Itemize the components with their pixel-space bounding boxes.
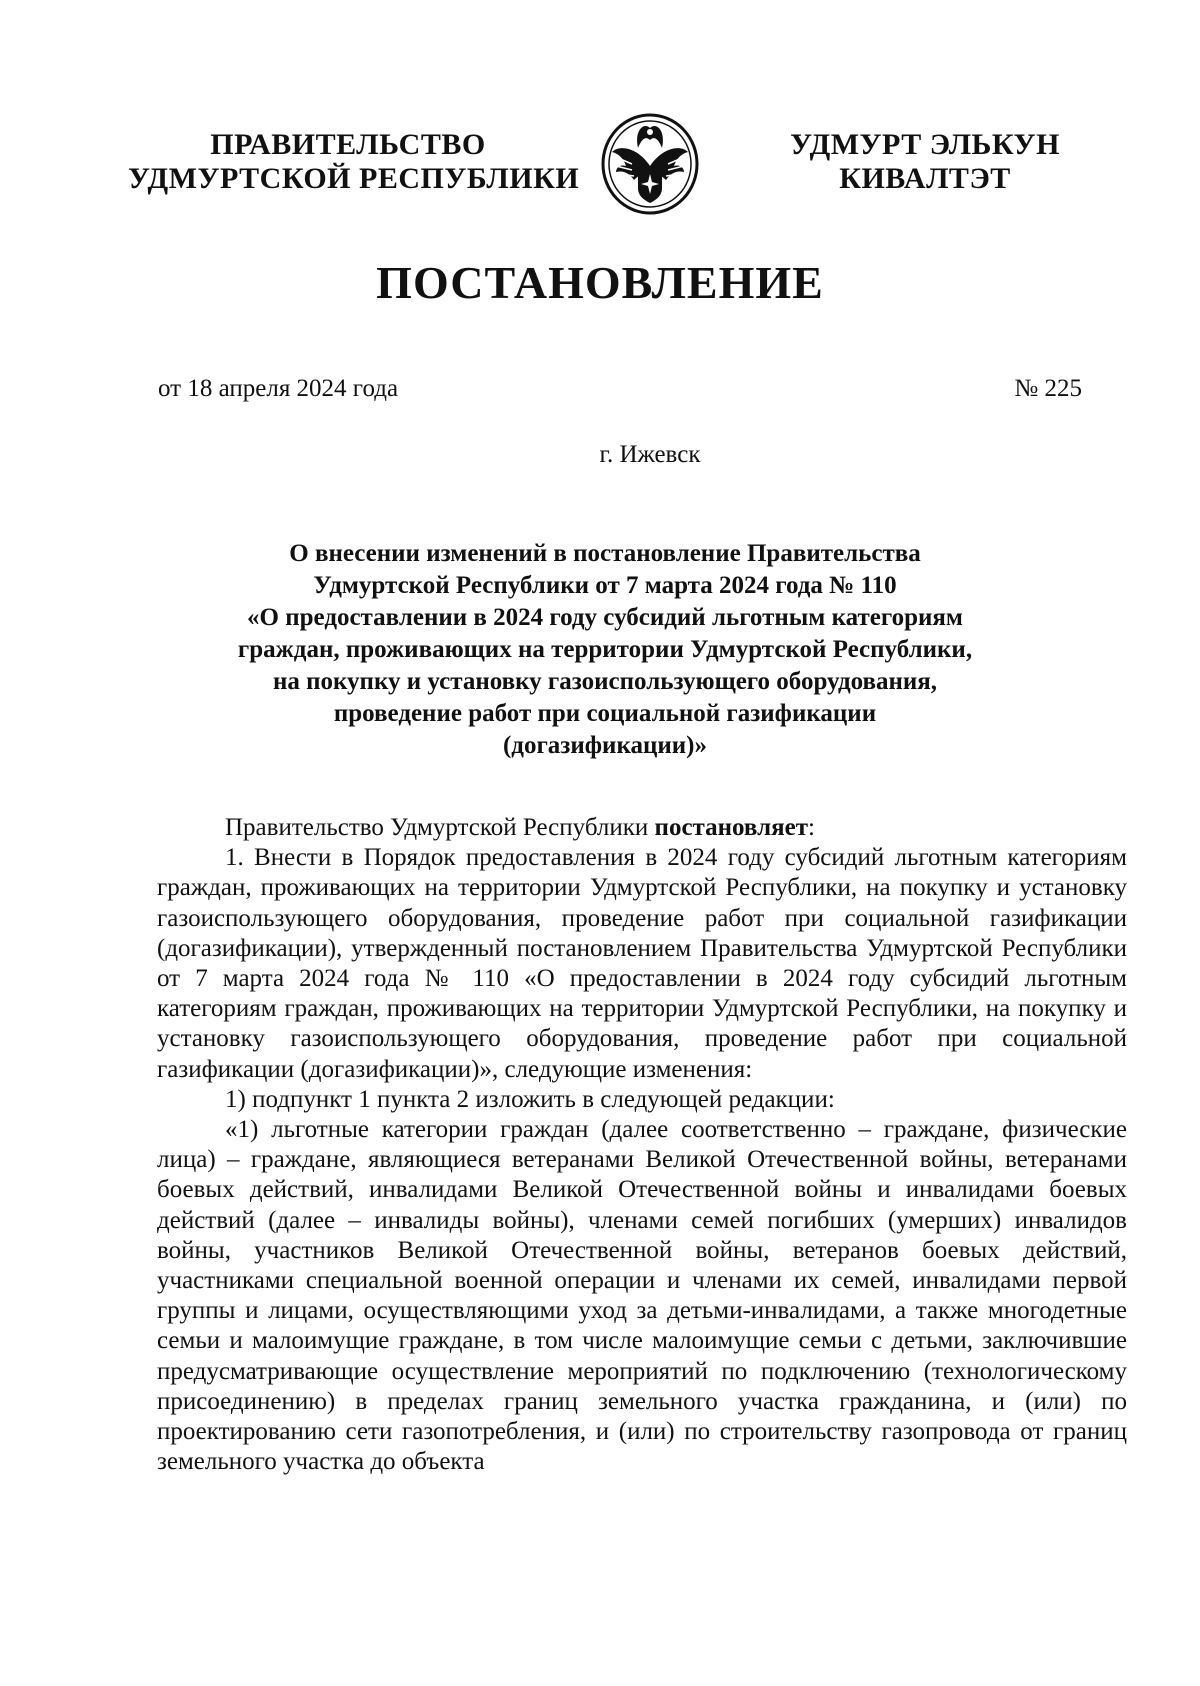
intro-end: : [808, 814, 815, 841]
title-line: Удмуртской Республики от 7 марта 2024 года № 110 [313, 572, 897, 599]
title-line: на покупку и установку газоиспользующего оборудования, [272, 668, 938, 695]
intro-paragraph [157, 813, 1127, 843]
document-body [157, 813, 1127, 1477]
intro-text: Правительство Удмуртской Республики [225, 814, 655, 841]
city-text: г. Ижевск [599, 441, 701, 468]
org-name-udmurt [770, 128, 1080, 196]
document-type-heading: ПОСТАНОВЛЕНИЕ [376, 257, 824, 308]
org-name-russian-line-1: ПРАВИТЕЛЬСТВО [210, 128, 486, 161]
quote-paragraph: «1) льготные категории граждан (далее соответственно – граждане, физические лица) – граждане, являющиеся ветеранами Великой Отечественной войны, ветеранами боевых действий, инвалидами Великой Отечественной войны и инвалидами боевых действий (далее – инвалиды войны), членами семей погибших (умерших) инвалидов войны, участников Великой Отечественной войны, ветеранов боевых действий, участниками специальной военной операции и членами их семей, инвалидами первой группы и лицами, осуществляющими уход за детьми-инвалидами, а также многодетные семьи и малоимущие граждане, в том числе малоимущие семьи с детьми, заключившие предусматривающие осуществление мероприятий по подключению (технологическому присоединению) в пределах границ земельного участка гражданина, и (или) по проектированию сети газопотребления, и (или) по строительству газопровода от границ земельного участка до объекта [157, 1116, 1127, 1476]
subpoint-1: 1) подпункт 1 пункта 2 изложить в следующей редакции: [225, 1085, 835, 1113]
org-name-russian-line-2: УДМУРТСКОЙ РЕСПУБЛИКИ [128, 162, 580, 195]
paragraph-1: 1. Внести в Порядок предоставления в 2024 году субсидий льготным категориям граждан, проживающих на территории Удмуртской Республики, на покупку и установку газоиспользующего оборудования, проведение работ при социальной газификации (догазификации), утвержденный постановлением Правительства Удмуртской Республики от 7 марта 2024 года № 110 «О предоставлении в 2024 году субсидий льготным категориям граждан, проживающих на территории Удмуртской Республики, на покупку и установку газоиспользующего оборудования, проведение работ при социальной газификации (догазификации)», следующие изменения: [157, 844, 1127, 1083]
org-name-russian [128, 128, 580, 196]
org-name-udmurt-line-1: УДМУРТ ЭЛЬКУН [790, 128, 1060, 161]
document-number: № 225 [1014, 375, 1082, 402]
document-title [170, 538, 1040, 762]
coat-of-arms-icon [598, 108, 702, 216]
document-date: от 18 апреля 2024 года [158, 375, 399, 402]
title-line: «О предоставлении в 2024 году субсидий льготным категориям [247, 604, 963, 631]
title-line: граждан, проживающих на территории Удмуртской Республики, [237, 636, 973, 663]
title-line: (догазификации)» [502, 732, 708, 759]
document-city [0, 441, 1200, 469]
org-name-udmurt-line-2: КИВАЛТЭТ [839, 162, 1011, 195]
title-line: проведение работ при социальной газификации [333, 700, 877, 727]
title-line: О внесении изменений в постановление Правительства [289, 540, 921, 567]
intro-bold: постановляет [654, 814, 809, 841]
